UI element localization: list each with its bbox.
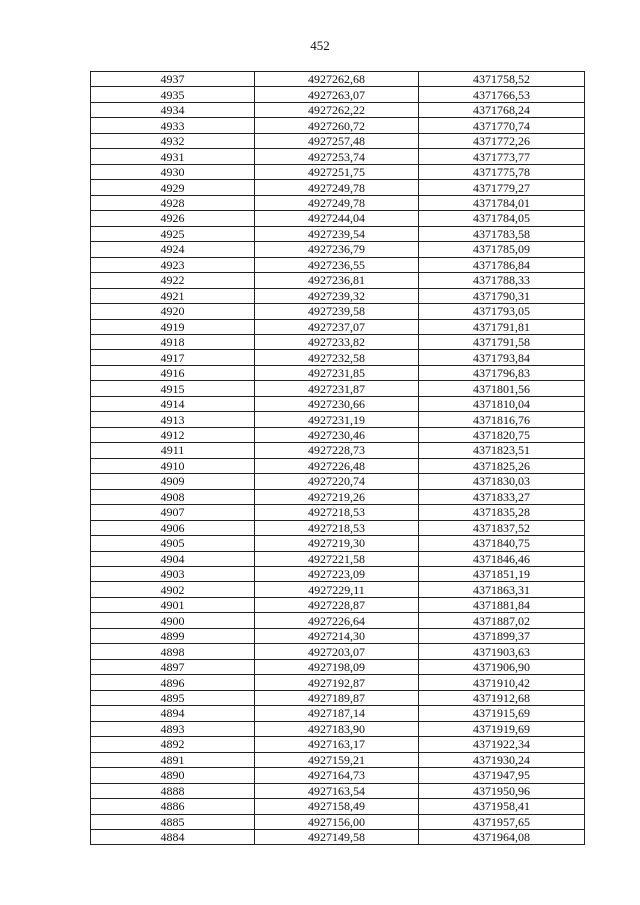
point-number-cell: 4935: [91, 87, 255, 102]
table-row: [91, 427, 585, 442]
table-row: [91, 381, 585, 396]
point-number-cell: 4895: [91, 690, 255, 705]
y-coordinate-cell: 4371788,33: [419, 273, 585, 288]
x-coordinate-cell: 4927218,53: [255, 505, 419, 520]
y-coordinate-cell: 4371772,26: [419, 133, 585, 148]
x-coordinate-cell: 4927221,58: [255, 551, 419, 566]
x-coordinate-cell: 4927187,14: [255, 706, 419, 721]
x-coordinate-cell: 4927198,09: [255, 659, 419, 674]
y-coordinate-cell: 4371906,90: [419, 659, 585, 674]
point-number-cell: 4930: [91, 164, 255, 179]
x-coordinate-cell: 4927230,46: [255, 427, 419, 442]
y-coordinate-cell: 4371820,75: [419, 427, 585, 442]
point-number-cell: 4929: [91, 180, 255, 195]
y-coordinate-cell: 4371950,96: [419, 783, 585, 798]
y-coordinate-cell: 4371964,08: [419, 829, 585, 844]
x-coordinate-cell: 4927260,72: [255, 118, 419, 133]
x-coordinate-cell: 4927229,11: [255, 582, 419, 597]
x-coordinate-cell: 4927230,66: [255, 396, 419, 411]
point-number-cell: 4917: [91, 350, 255, 365]
point-number-cell: 4922: [91, 273, 255, 288]
point-number-cell: 4911: [91, 443, 255, 458]
point-number-cell: 4934: [91, 102, 255, 117]
point-number-cell: 4933: [91, 118, 255, 133]
table-row: [91, 288, 585, 303]
point-number-cell: 4898: [91, 644, 255, 659]
y-coordinate-cell: 4371784,05: [419, 211, 585, 226]
y-coordinate-cell: 4371881,84: [419, 597, 585, 612]
x-coordinate-cell: 4927236,81: [255, 273, 419, 288]
point-number-cell: 4913: [91, 412, 255, 427]
point-number-cell: 4888: [91, 783, 255, 798]
point-number-cell: 4896: [91, 675, 255, 690]
point-number-cell: 4900: [91, 613, 255, 628]
point-number-cell: 4905: [91, 536, 255, 551]
y-coordinate-cell: 4371791,58: [419, 334, 585, 349]
point-number-cell: 4924: [91, 242, 255, 257]
y-coordinate-cell: 4371947,95: [419, 768, 585, 783]
y-coordinate-cell: 4371919,69: [419, 721, 585, 736]
x-coordinate-cell: 4927231,87: [255, 381, 419, 396]
table-row: [91, 273, 585, 288]
y-coordinate-cell: 4371910,42: [419, 675, 585, 690]
table-row: [91, 118, 585, 133]
y-coordinate-cell: 4371830,03: [419, 474, 585, 489]
point-number-cell: 4890: [91, 768, 255, 783]
x-coordinate-cell: 4927236,55: [255, 257, 419, 272]
table-row: [91, 613, 585, 628]
table-row: [91, 582, 585, 597]
y-coordinate-cell: 4371922,34: [419, 737, 585, 752]
y-coordinate-cell: 4371816,76: [419, 412, 585, 427]
table-row: [91, 721, 585, 736]
table-row: [91, 690, 585, 705]
y-coordinate-cell: 4371863,31: [419, 582, 585, 597]
y-coordinate-cell: 4371887,02: [419, 613, 585, 628]
x-coordinate-cell: 4927249,78: [255, 180, 419, 195]
x-coordinate-cell: 4927232,58: [255, 350, 419, 365]
y-coordinate-cell: 4371783,58: [419, 226, 585, 241]
point-number-cell: 4894: [91, 706, 255, 721]
point-number-cell: 4914: [91, 396, 255, 411]
x-coordinate-cell: 4927183,90: [255, 721, 419, 736]
y-coordinate-cell: 4371785,09: [419, 242, 585, 257]
point-number-cell: 4910: [91, 458, 255, 473]
y-coordinate-cell: 4371846,46: [419, 551, 585, 566]
point-number-cell: 4885: [91, 814, 255, 829]
x-coordinate-cell: 4927237,07: [255, 319, 419, 334]
x-coordinate-cell: 4927226,48: [255, 458, 419, 473]
table-row: [91, 829, 585, 844]
x-coordinate-cell: 4927231,19: [255, 412, 419, 427]
table-row: [91, 133, 585, 148]
table-row: [91, 458, 585, 473]
x-coordinate-cell: 4927239,58: [255, 304, 419, 319]
y-coordinate-cell: 4371791,81: [419, 319, 585, 334]
point-number-cell: 4912: [91, 427, 255, 442]
x-coordinate-cell: 4927159,21: [255, 752, 419, 767]
point-number-cell: 4892: [91, 737, 255, 752]
x-coordinate-cell: 4927163,54: [255, 783, 419, 798]
table-row: [91, 412, 585, 427]
point-number-cell: 4931: [91, 149, 255, 164]
table-row: [91, 211, 585, 226]
point-number-cell: 4891: [91, 752, 255, 767]
table-row: [91, 226, 585, 241]
y-coordinate-cell: 4371958,41: [419, 799, 585, 814]
point-number-cell: 4886: [91, 799, 255, 814]
y-coordinate-cell: 4371773,77: [419, 149, 585, 164]
point-number-cell: 4909: [91, 474, 255, 489]
coordinates-table: [90, 71, 585, 845]
table-row: [91, 149, 585, 164]
table-row: [91, 520, 585, 535]
table-row: [91, 536, 585, 551]
table-row: [91, 783, 585, 798]
point-number-cell: 4897: [91, 659, 255, 674]
table-row: [91, 180, 585, 195]
x-coordinate-cell: 4927189,87: [255, 690, 419, 705]
point-number-cell: 4923: [91, 257, 255, 272]
table-row: [91, 87, 585, 102]
y-coordinate-cell: 4371837,52: [419, 520, 585, 535]
table-row: [91, 706, 585, 721]
table-row: [91, 768, 585, 783]
table-row: [91, 752, 585, 767]
x-coordinate-cell: 4927233,82: [255, 334, 419, 349]
table-row: [91, 551, 585, 566]
point-number-cell: 4937: [91, 72, 255, 87]
x-coordinate-cell: 4927228,73: [255, 443, 419, 458]
point-number-cell: 4916: [91, 365, 255, 380]
y-coordinate-cell: 4371793,84: [419, 350, 585, 365]
y-coordinate-cell: 4371758,52: [419, 72, 585, 87]
y-coordinate-cell: 4371775,78: [419, 164, 585, 179]
table-row: [91, 257, 585, 272]
y-coordinate-cell: 4371810,04: [419, 396, 585, 411]
point-number-cell: 4925: [91, 226, 255, 241]
point-number-cell: 4901: [91, 597, 255, 612]
x-coordinate-cell: 4927226,64: [255, 613, 419, 628]
table-row: [91, 567, 585, 582]
y-coordinate-cell: 4371768,24: [419, 102, 585, 117]
table-row: [91, 628, 585, 643]
x-coordinate-cell: 4927214,30: [255, 628, 419, 643]
x-coordinate-cell: 4927262,68: [255, 72, 419, 87]
point-number-cell: 4884: [91, 829, 255, 844]
point-number-cell: 4908: [91, 489, 255, 504]
y-coordinate-cell: 4371899,37: [419, 628, 585, 643]
x-coordinate-cell: 4927257,48: [255, 133, 419, 148]
table-row: [91, 242, 585, 257]
y-coordinate-cell: 4371957,65: [419, 814, 585, 829]
y-coordinate-cell: 4371786,84: [419, 257, 585, 272]
table-row: [91, 505, 585, 520]
table-row: [91, 489, 585, 504]
point-number-cell: 4907: [91, 505, 255, 520]
y-coordinate-cell: 4371915,69: [419, 706, 585, 721]
y-coordinate-cell: 4371833,27: [419, 489, 585, 504]
x-coordinate-cell: 4927239,32: [255, 288, 419, 303]
table-row: [91, 102, 585, 117]
table-row: [91, 799, 585, 814]
point-number-cell: 4928: [91, 195, 255, 210]
page-number: 452: [310, 38, 330, 53]
table-row: [91, 319, 585, 334]
x-coordinate-cell: 4927164,73: [255, 768, 419, 783]
coordinates-table-body: [91, 72, 585, 845]
x-coordinate-cell: 4927149,58: [255, 829, 419, 844]
table-row: [91, 304, 585, 319]
y-coordinate-cell: 4371825,26: [419, 458, 585, 473]
y-coordinate-cell: 4371766,53: [419, 87, 585, 102]
table-row: [91, 164, 585, 179]
table-row: [91, 72, 585, 87]
y-coordinate-cell: 4371784,01: [419, 195, 585, 210]
y-coordinate-cell: 4371793,05: [419, 304, 585, 319]
y-coordinate-cell: 4371912,68: [419, 690, 585, 705]
y-coordinate-cell: 4371930,24: [419, 752, 585, 767]
point-number-cell: 4902: [91, 582, 255, 597]
point-number-cell: 4920: [91, 304, 255, 319]
table-row: [91, 396, 585, 411]
x-coordinate-cell: 4927262,22: [255, 102, 419, 117]
point-number-cell: 4915: [91, 381, 255, 396]
y-coordinate-cell: 4371823,51: [419, 443, 585, 458]
x-coordinate-cell: 4927219,26: [255, 489, 419, 504]
point-number-cell: 4904: [91, 551, 255, 566]
y-coordinate-cell: 4371770,74: [419, 118, 585, 133]
x-coordinate-cell: 4927192,87: [255, 675, 419, 690]
x-coordinate-cell: 4927228,87: [255, 597, 419, 612]
x-coordinate-cell: 4927156,00: [255, 814, 419, 829]
x-coordinate-cell: 4927253,74: [255, 149, 419, 164]
y-coordinate-cell: 4371851,19: [419, 567, 585, 582]
table-row: [91, 597, 585, 612]
x-coordinate-cell: 4927158,49: [255, 799, 419, 814]
y-coordinate-cell: 4371801,56: [419, 381, 585, 396]
point-number-cell: 4918: [91, 334, 255, 349]
x-coordinate-cell: 4927203,07: [255, 644, 419, 659]
x-coordinate-cell: 4927244,04: [255, 211, 419, 226]
x-coordinate-cell: 4927251,75: [255, 164, 419, 179]
point-number-cell: 4926: [91, 211, 255, 226]
table-row: [91, 443, 585, 458]
x-coordinate-cell: 4927223,09: [255, 567, 419, 582]
x-coordinate-cell: 4927163,17: [255, 737, 419, 752]
x-coordinate-cell: 4927219,30: [255, 536, 419, 551]
table-row: [91, 737, 585, 752]
x-coordinate-cell: 4927263,07: [255, 87, 419, 102]
table-row: [91, 814, 585, 829]
x-coordinate-cell: 4927231,85: [255, 365, 419, 380]
table-row: [91, 659, 585, 674]
x-coordinate-cell: 4927239,54: [255, 226, 419, 241]
table-row: [91, 195, 585, 210]
x-coordinate-cell: 4927236,79: [255, 242, 419, 257]
table-row: [91, 644, 585, 659]
y-coordinate-cell: 4371903,63: [419, 644, 585, 659]
table-row: [91, 365, 585, 380]
table-row: [91, 474, 585, 489]
y-coordinate-cell: 4371779,27: [419, 180, 585, 195]
point-number-cell: 4921: [91, 288, 255, 303]
point-number-cell: 4932: [91, 133, 255, 148]
y-coordinate-cell: 4371796,83: [419, 365, 585, 380]
x-coordinate-cell: 4927218,53: [255, 520, 419, 535]
point-number-cell: 4903: [91, 567, 255, 582]
y-coordinate-cell: 4371840,75: [419, 536, 585, 551]
point-number-cell: 4899: [91, 628, 255, 643]
table-row: [91, 350, 585, 365]
x-coordinate-cell: 4927220,74: [255, 474, 419, 489]
y-coordinate-cell: 4371835,28: [419, 505, 585, 520]
point-number-cell: 4893: [91, 721, 255, 736]
point-number-cell: 4906: [91, 520, 255, 535]
point-number-cell: 4919: [91, 319, 255, 334]
y-coordinate-cell: 4371790,31: [419, 288, 585, 303]
table-row: [91, 334, 585, 349]
x-coordinate-cell: 4927249,78: [255, 195, 419, 210]
table-row: [91, 675, 585, 690]
